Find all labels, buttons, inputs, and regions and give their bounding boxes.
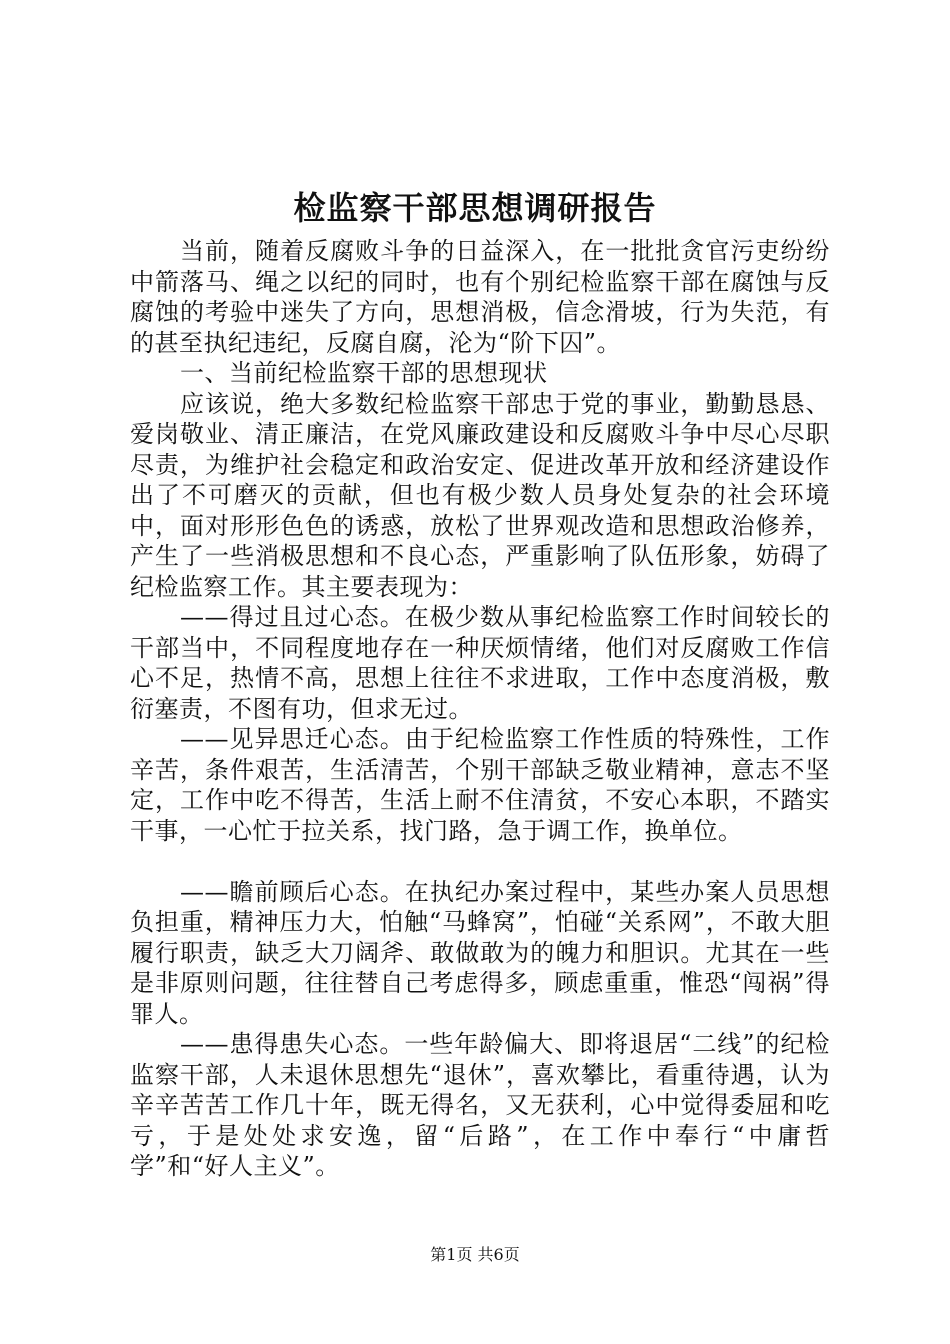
- blank-line: [130, 846, 830, 877]
- paragraph-intro: 当前，随着反腐败斗争的日益深入，在一批批贪官污吏纷纷中箭落马、绳之以纪的同时，也有个别纪检监察干部在腐蚀与反腐蚀的考验中迷失了方向，思想消极，信念滑坡，行为失范，有的甚至执纪违纪，反腐自腐，沦为“阶下囚”。: [130, 237, 830, 357]
- document-body: [130, 236, 830, 1182]
- paragraph-point-3: ——瞻前顾后心态。在执纪办案过程中，某些办案人员思想负担重，精神压力大，怕触“马蜂窝”，怕碰“关系网”，不敢大胆履行职责，缺乏大刀阔斧、敢做敢为的魄力和胆识。尤其在一些是非原则问题，往往替自己考虑得多，顾虑重重，惟恐“闯祸”得罪人。: [130, 877, 830, 1028]
- paragraph-point-4: ——患得患失心态。一些年龄偏大、即将退居“二线”的纪检监察干部，人未退休思想先“退休”，喜欢攀比，看重待遇，认为辛辛苦苦工作几十年，既无得名，又无获利，心中觉得委屈和吃亏，于是处处求安逸，留“后路”，在工作中奉行“中庸哲学”和“好人主义”。: [130, 1030, 830, 1180]
- paragraph-overview: 应该说，绝大多数纪检监察干部忠于党的事业，勤勤恳恳、爱岗敬业、清正廉洁，在党风廉政建设和反腐败斗争中尽心尽职尽责，为维护社会稳定和政治安定、促进改革开放和经济建设作出了不可磨灭的贡献，但也有极少数人员身处复杂的社会环境中，面对形形色色的诱惑，放松了世界观改造和思想政治修养，产生了一些消极思想和不良心态，严重影响了队伍形象，妨碍了纪检监察工作。其主要表现为：: [130, 389, 830, 601]
- section-heading: 一、当前纪检监察干部的思想现状: [180, 359, 548, 387]
- paragraph-point-1: ——得过且过心态。在极少数从事纪检监察工作时间较长的干部当中，不同程度地存在一种厌烦情绪，他们对反腐败工作信心不足，热情不高，思想上往往不求进取，工作中态度消极，敷衍塞责，不图有功，但求无过。: [130, 603, 830, 723]
- paragraph-point-2: ——见异思迁心态。由于纪检监察工作性质的特殊性，工作辛苦，条件艰苦，生活清苦，个别干部缺乏敬业精神，意志不坚定，工作中吃不得苦，生活上耐不住清贫，不安心本职，不踏实干事，一心忙于拉关系，找门路，急于调工作，换单位。: [130, 725, 830, 845]
- document-title: 检监察干部思想调研报告: [293, 189, 657, 227]
- page-number-footer: 第1页 共6页: [430, 1245, 520, 1264]
